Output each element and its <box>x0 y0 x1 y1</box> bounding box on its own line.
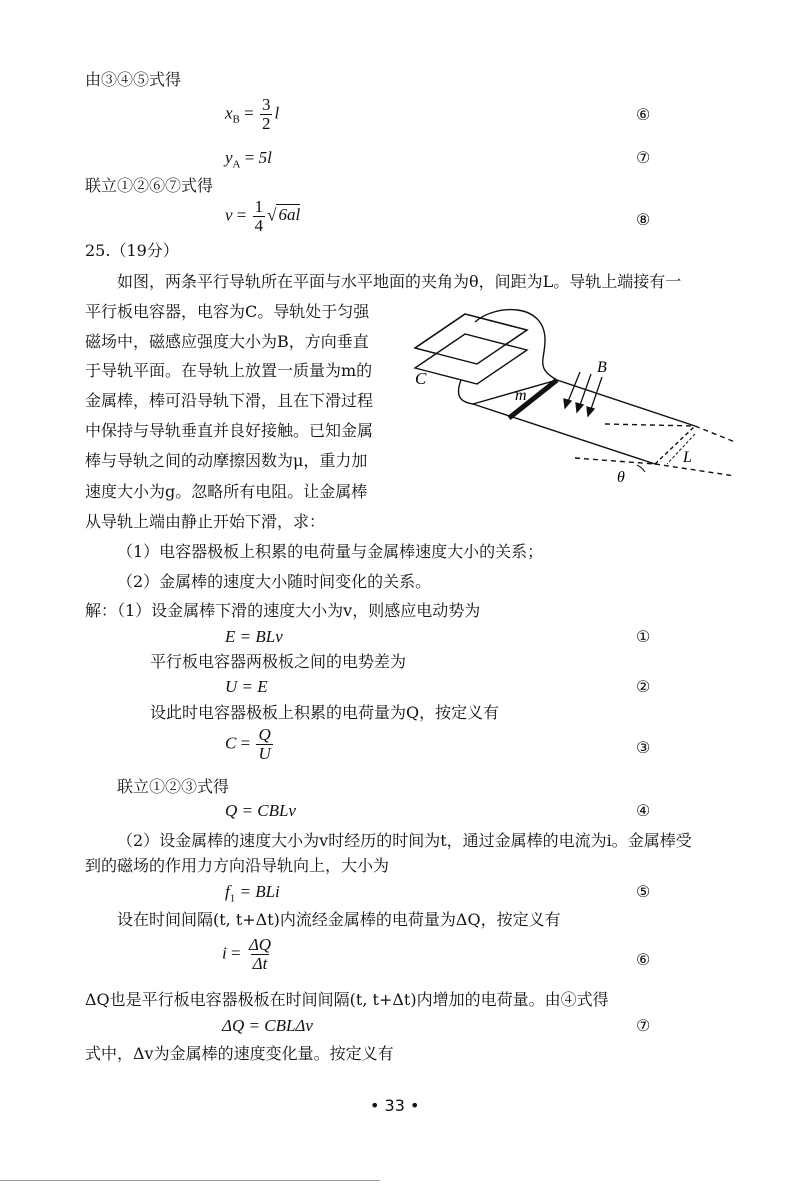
text-line: 解：（1）设金属棒下滑的速度大小为v，则感应电动势为 <box>85 601 481 620</box>
text-line: 棒与导轨之间的动摩擦因数为μ，重力加 <box>85 451 368 470</box>
magnetic-field-arrows <box>564 372 602 416</box>
label-m: m <box>515 387 527 404</box>
equation-tag: ⑥ <box>636 105 651 124</box>
equation-tag: ③ <box>636 738 651 757</box>
equation-f1: $f_1$ = BLi <box>225 882 280 905</box>
text-line: 中保持与导轨垂直并良好接触。已知金属 <box>85 421 374 440</box>
text-line: 联立①②③式得 <box>117 777 230 796</box>
text-line: 从导轨上端由静止开始下滑，求： <box>85 512 326 531</box>
text-line: 联立①②⑥⑦式得 <box>85 176 214 195</box>
equation-tag: ① <box>636 627 651 646</box>
equation-xB: $x_B$ = $\frac{3}{2}$ l <box>225 95 280 133</box>
page-number: • 33 • <box>370 1096 420 1115</box>
equation-E: E = BLv <box>225 627 283 646</box>
text-line: 平行板电容器，电容为C。导轨处于匀强 <box>85 302 370 321</box>
label-B: B <box>597 359 607 376</box>
text-line: 如图，两条平行导轨所在平面与水平地面的夹角为θ，间距为L。导轨上端接有一 <box>117 272 682 291</box>
text-line: （2）设金属棒的速度大小为v时经历的时间为t，通过金属棒的电流为i。金属棒受 <box>117 831 692 850</box>
text-line: 设此时电容器极板上积累的电荷量为Q，按定义有 <box>150 703 500 722</box>
question-header: 25.（19分） <box>85 241 179 260</box>
equation-i: i = $\frac{\Delta Q}{\Delta t}$ <box>222 935 272 973</box>
equation-tag: ④ <box>636 801 651 820</box>
text-line: （2）金属棒的速度大小随时间变化的关系。 <box>117 572 432 591</box>
text-line: （1）电容器极板上积累的电荷量与金属棒速度大小的关系； <box>117 542 544 561</box>
figure-capacitor-rails <box>405 300 745 490</box>
equation-tag: ⑦ <box>636 1016 651 1035</box>
text-line: 由③④⑤式得 <box>85 70 182 89</box>
page-edge-line <box>0 1180 380 1181</box>
equation-tag: ⑥ <box>636 950 651 969</box>
label-C: C <box>415 369 427 388</box>
equation-dQ: ΔQ = CBLΔv <box>222 1016 313 1035</box>
label-theta: θ <box>617 469 625 486</box>
text-line: 速度大小为g。忽略所有电阻。让金属棒 <box>85 482 368 501</box>
text-line: ΔQ也是平行板电容器极板在时间间隔(t, t+Δt)内增加的电荷量。由④式得 <box>85 990 609 1009</box>
equation-U: U = E <box>225 677 268 696</box>
label-L: L <box>683 449 692 466</box>
lower-rail <box>473 404 655 464</box>
equation-yA: $y_A = 5l$ <box>225 148 272 171</box>
text-line: 磁场中，磁感应强度大小为B，方向垂直 <box>85 332 369 351</box>
equation-tag: ⑤ <box>636 882 651 901</box>
equation-C: C = $\frac{Q}{U}$ <box>225 725 271 763</box>
text-line: 式中，Δv为金属棒的速度变化量。按定义有 <box>85 1044 394 1063</box>
equation-tag: ② <box>636 677 651 696</box>
text-line: 设在时间间隔(t, t+Δt)内流经金属棒的电荷量为ΔQ，按定义有 <box>117 910 561 929</box>
text-line: 于导轨平面。在导轨上放置一质量为m的 <box>85 361 373 380</box>
text-line: 金属棒，棒可沿导轨下滑，且在下滑过程 <box>85 391 374 410</box>
text-line: 到的磁场的作用力方向沿导轨向上，大小为 <box>85 856 390 875</box>
text-line: 平行板电容器两极板之间的电势差为 <box>150 652 407 671</box>
equation-v: v = $\frac{1}{4}$ √ 6al <box>225 197 301 235</box>
equation-tag: ⑧ <box>636 210 651 229</box>
equation-Q: Q = CBLv <box>225 801 296 820</box>
equation-tag: ⑦ <box>636 148 651 167</box>
